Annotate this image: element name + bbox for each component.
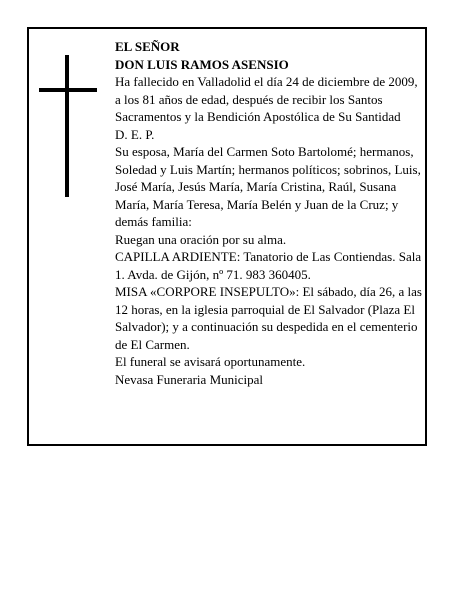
cross-vertical-bar <box>65 55 69 197</box>
rest-in-peace: D. E. P. <box>115 126 155 142</box>
death-announcement: Ha fallecido en Valladolid el día 24 de diciembre de 2009, a los 81 años de edad, después de recibir los Santos Sacramentos y la Bendición Apostólica de Su Santidad <box>115 74 418 124</box>
cross-horizontal-bar <box>39 88 97 92</box>
family-list: Su esposa, María del Carmen Soto Bartolomé; hermanos, Soledad y Luis Martín; hermanos políticos; sobrinos, Luis, José María, Jesús María, María Cristina, Raúl, Susana María, María Teresa, María Belén y Juan de la Cruz; y demás familia: <box>115 144 421 229</box>
funeral-home: Nevasa Funeraria Municipal <box>115 371 264 387</box>
wake-details: CAPILLA ARDIENTE: Tanatorio de Las Contiendas. Sala 1. Avda. de Gijón, nº 71. 983 360405. <box>115 249 422 282</box>
mass-details: MISA «CORPORE INSEPULTO»: El sábado, día 26, a las 12 horas, en la iglesia parroquial de El Salvador (Plaza El Salvador); y a continuación su despedida en el cementerio de El Carmen. <box>115 284 422 352</box>
obituary-text <box>115 38 425 388</box>
prayer-request: Ruegan una oración por su alma. <box>115 231 287 247</box>
funeral-notice: El funeral se avisará oportunamente. <box>115 354 306 369</box>
obituary-title: EL SEÑOR <box>115 39 180 54</box>
deceased-name: DON LUIS RAMOS ASENSIO <box>115 56 289 72</box>
